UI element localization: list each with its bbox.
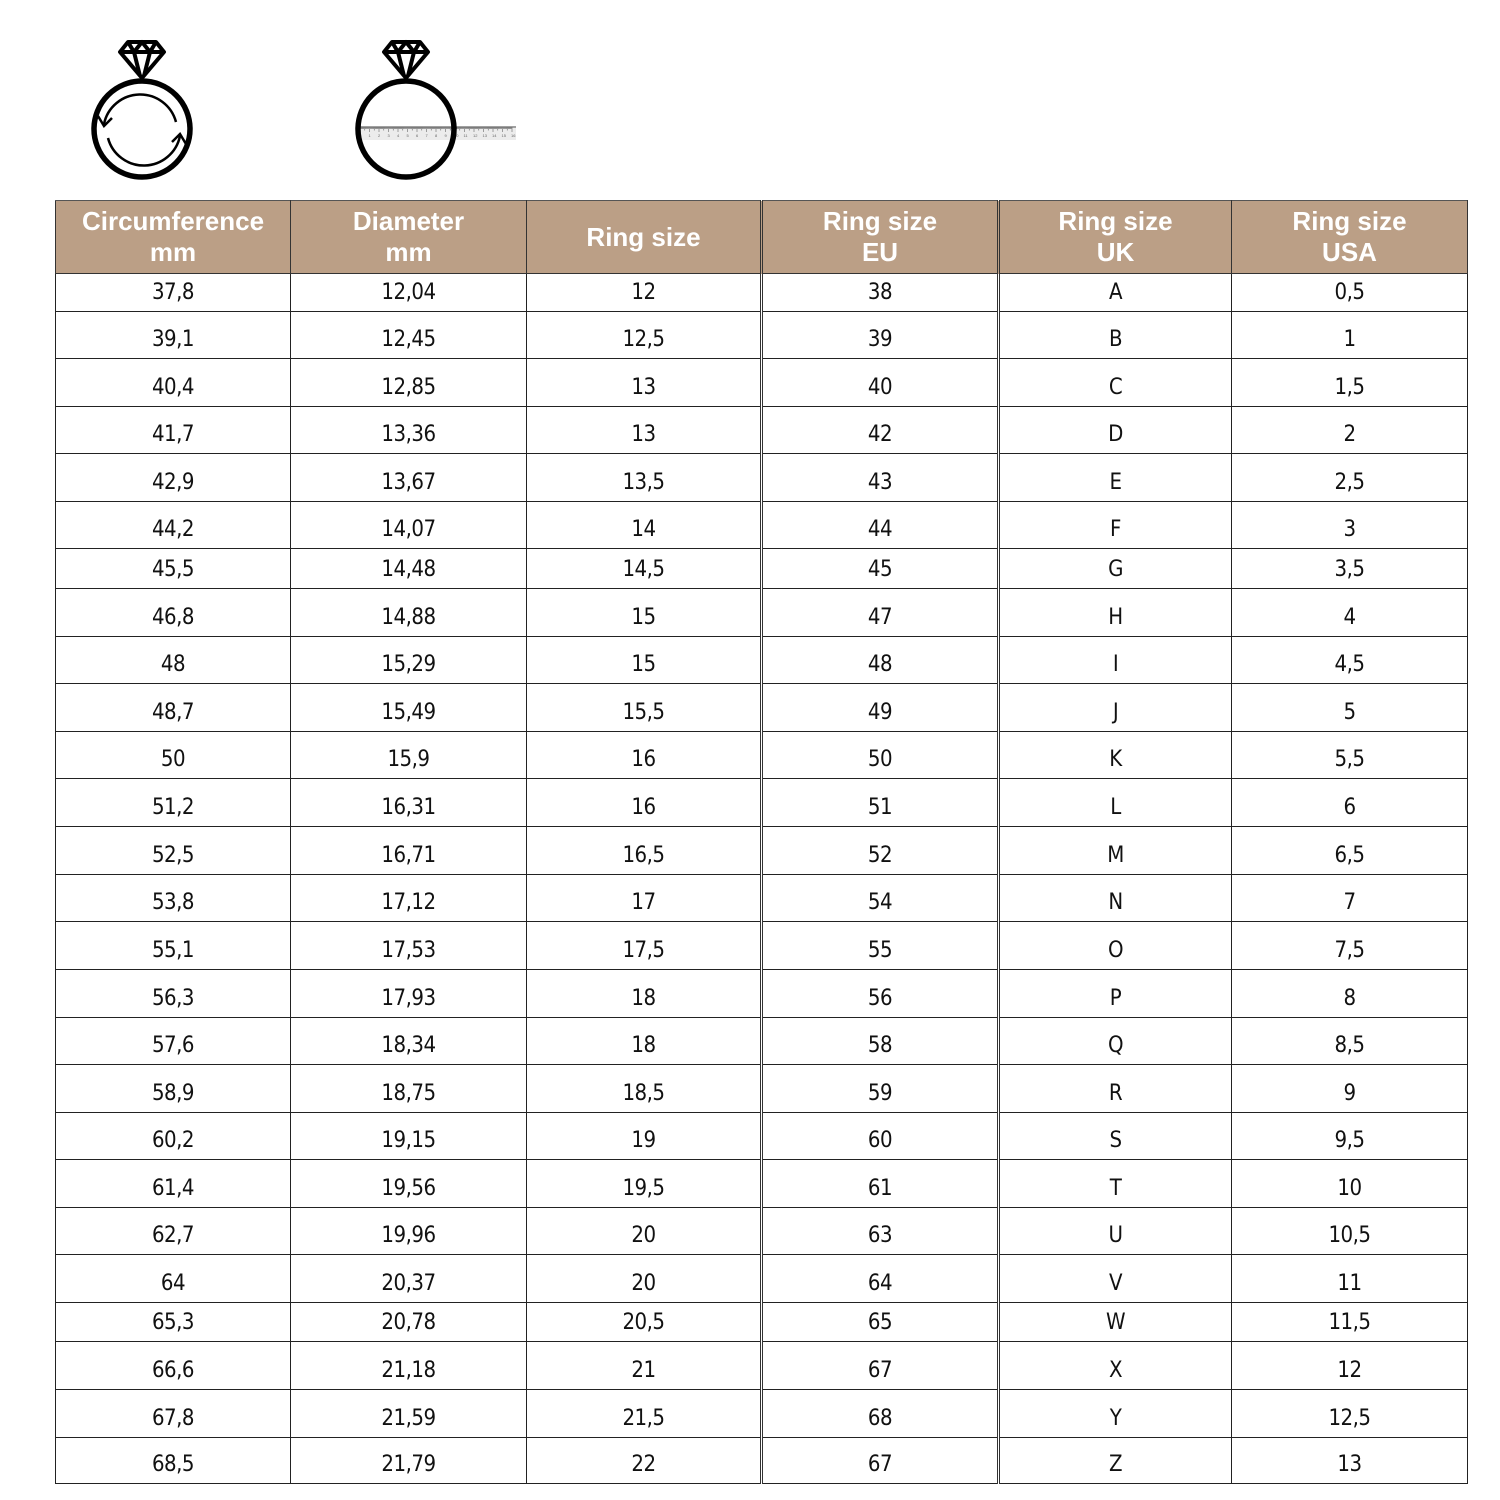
ring-size-table: [55, 200, 1468, 1484]
cell-ring-size-usa: 9,5: [1232, 1113, 1468, 1160]
table-row: [56, 274, 1468, 312]
cell-ring-size: 20: [527, 1208, 762, 1255]
cell-diameter: 17,53: [291, 922, 527, 970]
cell-diameter: 15,9: [291, 732, 527, 779]
cell-ring-size: 19,5: [527, 1160, 762, 1208]
header-line2: UK: [1096, 237, 1135, 267]
cell-diameter: 16,71: [291, 827, 527, 875]
ruler-number: 13: [482, 133, 487, 138]
cell-ring-size: 15: [527, 637, 762, 684]
cell-ring-size-uk: H: [999, 589, 1232, 637]
cell-diameter: 15,49: [291, 684, 527, 732]
header-line1: Ring size: [1292, 206, 1407, 236]
cell-diameter: 15,29: [291, 637, 527, 684]
cell-ring-size-eu: 67: [762, 1438, 999, 1484]
cell-ring-size-eu: 49: [762, 684, 999, 732]
header-line1: Ring size: [822, 206, 938, 236]
cell-ring-size-uk: L: [999, 779, 1232, 827]
cell-circumference: 68,5: [56, 1438, 291, 1484]
cell-ring-size-eu: 59: [762, 1065, 999, 1113]
ruler-number: 12: [473, 133, 478, 138]
cell-ring-size-uk: S: [999, 1113, 1232, 1160]
ruler-number: 15: [501, 133, 506, 138]
ruler-number: 7: [425, 133, 428, 138]
cell-circumference: 57,6: [56, 1018, 291, 1065]
ruler-number: 4: [397, 133, 400, 138]
cell-ring-size: 14: [527, 502, 762, 549]
cell-ring-size-usa: 6,5: [1232, 827, 1468, 875]
ruler-number: 14: [492, 133, 497, 138]
header-line1: Circumference: [81, 206, 265, 236]
cell-diameter: 18,34: [291, 1018, 527, 1065]
cell-diameter: 17,12: [291, 875, 527, 922]
ruler-number: 2: [378, 133, 381, 138]
cell-diameter: 19,15: [291, 1113, 527, 1160]
cell-ring-size-uk: K: [999, 732, 1232, 779]
cell-circumference: 61,4: [56, 1160, 291, 1208]
table-row: [56, 1342, 1468, 1390]
header-ring-size-eu: [762, 201, 999, 274]
cell-circumference: 51,2: [56, 779, 291, 827]
table-row: [56, 1113, 1468, 1160]
cell-ring-size-eu: 60: [762, 1113, 999, 1160]
cell-ring-size-usa: 8: [1232, 970, 1468, 1018]
cell-circumference: 55,1: [56, 922, 291, 970]
cell-circumference: 60,2: [56, 1113, 291, 1160]
cell-circumference: 37,8: [56, 274, 291, 312]
cell-ring-size: 13,5: [527, 454, 762, 502]
cell-ring-size: 19: [527, 1113, 762, 1160]
header-row: [56, 201, 1468, 274]
cell-ring-size-usa: 4,5: [1232, 637, 1468, 684]
cell-ring-size-usa: 8,5: [1232, 1018, 1468, 1065]
cell-circumference: 39,1: [56, 312, 291, 359]
header-line1: Ring size: [1058, 206, 1173, 236]
cell-ring-size: 13: [527, 359, 762, 407]
cell-ring-size: 21: [527, 1342, 762, 1390]
ruler-number: 5: [406, 133, 409, 138]
cell-ring-size-eu: 52: [762, 827, 999, 875]
table-row: [56, 1255, 1468, 1303]
cell-circumference: 67,8: [56, 1390, 291, 1438]
table-row: [56, 637, 1468, 684]
cell-ring-size: 15: [527, 589, 762, 637]
cell-ring-size: 16: [527, 732, 762, 779]
ruler-number: 11: [463, 133, 468, 138]
table-row: [56, 502, 1468, 549]
table-row: [56, 407, 1468, 454]
rotate-arrows-icon: [98, 94, 186, 165]
cell-ring-size: 16: [527, 779, 762, 827]
table-row: [56, 827, 1468, 875]
cell-ring-size: 20: [527, 1255, 762, 1303]
table-row: [56, 1438, 1468, 1484]
cell-ring-size-eu: 39: [762, 312, 999, 359]
cell-ring-size-usa: 11: [1232, 1255, 1468, 1303]
cell-circumference: 65,3: [56, 1303, 291, 1342]
cell-ring-size-uk: T: [999, 1160, 1232, 1208]
cell-ring-size: 18,5: [527, 1065, 762, 1113]
cell-ring-size-eu: 45: [762, 549, 999, 589]
cell-ring-size-uk: I: [999, 637, 1232, 684]
cell-ring-size: 12,5: [527, 312, 762, 359]
cell-circumference: 41,7: [56, 407, 291, 454]
ruler-number: 3: [387, 133, 390, 138]
cell-ring-size-eu: 48: [762, 637, 999, 684]
table-row: [56, 1065, 1468, 1113]
cell-circumference: 40,4: [56, 359, 291, 407]
cell-ring-size-usa: 11,5: [1232, 1303, 1468, 1342]
cell-ring-size-eu: 40: [762, 359, 999, 407]
ruler-number: 1: [368, 133, 371, 138]
table-row: [56, 454, 1468, 502]
cell-ring-size-usa: 2,5: [1232, 454, 1468, 502]
table-row: [56, 1303, 1468, 1342]
header-line1: Ring size: [586, 221, 701, 252]
cell-ring-size-usa: 5: [1232, 684, 1468, 732]
cell-diameter: 19,96: [291, 1208, 527, 1255]
cell-diameter: 12,85: [291, 359, 527, 407]
header-circumference: [56, 201, 291, 274]
table-row: [56, 589, 1468, 637]
cell-ring-size-uk: A: [999, 274, 1232, 312]
cell-circumference: 52,5: [56, 827, 291, 875]
cell-ring-size-usa: 0,5: [1232, 274, 1468, 312]
header-line2: EU: [861, 237, 899, 267]
cell-ring-size-uk: V: [999, 1255, 1232, 1303]
cell-ring-size-usa: 7,5: [1232, 922, 1468, 970]
cell-diameter: 16,31: [291, 779, 527, 827]
cell-ring-size-usa: 6: [1232, 779, 1468, 827]
cell-circumference: 45,5: [56, 549, 291, 589]
table-row: [56, 1160, 1468, 1208]
cell-ring-size-usa: 3: [1232, 502, 1468, 549]
cell-ring-size-usa: 4: [1232, 589, 1468, 637]
cell-circumference: 56,3: [56, 970, 291, 1018]
cell-ring-size-eu: 68: [762, 1390, 999, 1438]
ruler-number: 9: [444, 133, 447, 138]
cell-ring-size-eu: 65: [762, 1303, 999, 1342]
cell-circumference: 53,8: [56, 875, 291, 922]
cell-ring-size-eu: 43: [762, 454, 999, 502]
cell-ring-size: 14,5: [527, 549, 762, 589]
cell-circumference: 48,7: [56, 684, 291, 732]
table-row: [56, 875, 1468, 922]
cell-ring-size-usa: 2: [1232, 407, 1468, 454]
cell-ring-size-eu: 42: [762, 407, 999, 454]
cell-ring-size: 17,5: [527, 922, 762, 970]
cell-ring-size-uk: U: [999, 1208, 1232, 1255]
ruler-number: 6: [416, 133, 419, 138]
cell-diameter: 19,56: [291, 1160, 527, 1208]
cell-diameter: 14,48: [291, 549, 527, 589]
cell-ring-size-uk: P: [999, 970, 1232, 1018]
cell-ring-size-eu: 50: [762, 732, 999, 779]
cell-ring-size-eu: 44: [762, 502, 999, 549]
header-line2: mm: [149, 237, 197, 267]
cell-ring-size-uk: F: [999, 502, 1232, 549]
cell-ring-size-eu: 63: [762, 1208, 999, 1255]
table-row: [56, 684, 1468, 732]
header-ring-size: [527, 201, 762, 274]
cell-ring-size-uk: X: [999, 1342, 1232, 1390]
cell-ring-size-usa: 13: [1232, 1438, 1468, 1484]
cell-ring-size-eu: 47: [762, 589, 999, 637]
cell-ring-size-eu: 58: [762, 1018, 999, 1065]
cell-diameter: 13,36: [291, 407, 527, 454]
cell-diameter: 17,93: [291, 970, 527, 1018]
cell-ring-size: 21,5: [527, 1390, 762, 1438]
cell-ring-size: 18: [527, 1018, 762, 1065]
cell-ring-size-usa: 7: [1232, 875, 1468, 922]
table-row: [56, 312, 1468, 359]
cell-ring-size-usa: 10: [1232, 1160, 1468, 1208]
cell-diameter: 20,78: [291, 1303, 527, 1342]
cell-ring-size: 17: [527, 875, 762, 922]
ring-diameter-ruler-icon: [350, 38, 520, 182]
table-row: [56, 549, 1468, 589]
cell-ring-size-eu: 67: [762, 1342, 999, 1390]
cell-ring-size-usa: 5,5: [1232, 732, 1468, 779]
cell-ring-size-uk: B: [999, 312, 1232, 359]
ruler-number: 10: [454, 133, 459, 138]
table-row: [56, 1208, 1468, 1255]
cell-ring-size-uk: Q: [999, 1018, 1232, 1065]
header-line2: USA: [1322, 237, 1377, 267]
cell-ring-size-eu: 51: [762, 779, 999, 827]
cell-diameter: 13,67: [291, 454, 527, 502]
diamond-icon: [384, 42, 428, 78]
header-line2: mm: [385, 237, 432, 267]
cell-ring-size-usa: 10,5: [1232, 1208, 1468, 1255]
cell-circumference: 46,8: [56, 589, 291, 637]
table-row: [56, 922, 1468, 970]
cell-ring-size-uk: G: [999, 549, 1232, 589]
cell-ring-size-usa: 9: [1232, 1065, 1468, 1113]
header-line1: Diameter: [352, 206, 465, 236]
cell-ring-size-eu: 56: [762, 970, 999, 1018]
cell-ring-size-usa: 1: [1232, 312, 1468, 359]
cell-ring-size-uk: M: [999, 827, 1232, 875]
cell-ring-size-eu: 64: [762, 1255, 999, 1303]
cell-diameter: 20,37: [291, 1255, 527, 1303]
cell-circumference: 50: [56, 732, 291, 779]
cell-ring-size-uk: E: [999, 454, 1232, 502]
cell-ring-size-uk: O: [999, 922, 1232, 970]
ruler-number: 8: [435, 133, 438, 138]
header-diameter: [291, 201, 527, 274]
cell-ring-size-usa: 1,5: [1232, 359, 1468, 407]
cell-diameter: 12,45: [291, 312, 527, 359]
header-ring-size-usa: [1232, 201, 1468, 274]
cell-circumference: 48: [56, 637, 291, 684]
cell-ring-size-uk: R: [999, 1065, 1232, 1113]
cell-diameter: 18,75: [291, 1065, 527, 1113]
cell-ring-size-uk: Y: [999, 1390, 1232, 1438]
header-ring-size-uk: [999, 201, 1232, 274]
cell-ring-size: 13: [527, 407, 762, 454]
cell-ring-size-eu: 54: [762, 875, 999, 922]
cell-ring-size-eu: 55: [762, 922, 999, 970]
cell-ring-size-usa: 3,5: [1232, 549, 1468, 589]
cell-circumference: 42,9: [56, 454, 291, 502]
cell-ring-size: 20,5: [527, 1303, 762, 1342]
cell-ring-size-eu: 61: [762, 1160, 999, 1208]
ruler-number: 16: [511, 133, 516, 138]
cell-circumference: 58,9: [56, 1065, 291, 1113]
table-row: [56, 1018, 1468, 1065]
cell-ring-size-uk: Z: [999, 1438, 1232, 1484]
cell-circumference: 44,2: [56, 502, 291, 549]
cell-diameter: 21,79: [291, 1438, 527, 1484]
cell-ring-size: 18: [527, 970, 762, 1018]
diamond-icon: [120, 42, 164, 78]
cell-ring-size: 22: [527, 1438, 762, 1484]
cell-diameter: 12,04: [291, 274, 527, 312]
cell-circumference: 62,7: [56, 1208, 291, 1255]
cell-ring-size-uk: W: [999, 1303, 1232, 1342]
cell-ring-size-uk: D: [999, 407, 1232, 454]
cell-ring-size-uk: N: [999, 875, 1232, 922]
cell-diameter: 14,88: [291, 589, 527, 637]
cell-diameter: 21,59: [291, 1390, 527, 1438]
cell-ring-size: 16,5: [527, 827, 762, 875]
cell-circumference: 64: [56, 1255, 291, 1303]
cell-ring-size-uk: J: [999, 684, 1232, 732]
table-row: [56, 1390, 1468, 1438]
cell-ring-size-usa: 12: [1232, 1342, 1468, 1390]
table-row: [56, 970, 1468, 1018]
cell-circumference: 66,6: [56, 1342, 291, 1390]
ring-circumference-icon: [84, 38, 200, 182]
cell-ring-size: 15,5: [527, 684, 762, 732]
table-row: [56, 359, 1468, 407]
cell-ring-size-eu: 38: [762, 274, 999, 312]
table-row: [56, 732, 1468, 779]
cell-diameter: 21,18: [291, 1342, 527, 1390]
cell-ring-size: 12: [527, 274, 762, 312]
table-row: [56, 779, 1468, 827]
cell-ring-size-usa: 12,5: [1232, 1390, 1468, 1438]
cell-ring-size-uk: C: [999, 359, 1232, 407]
cell-diameter: 14,07: [291, 502, 527, 549]
